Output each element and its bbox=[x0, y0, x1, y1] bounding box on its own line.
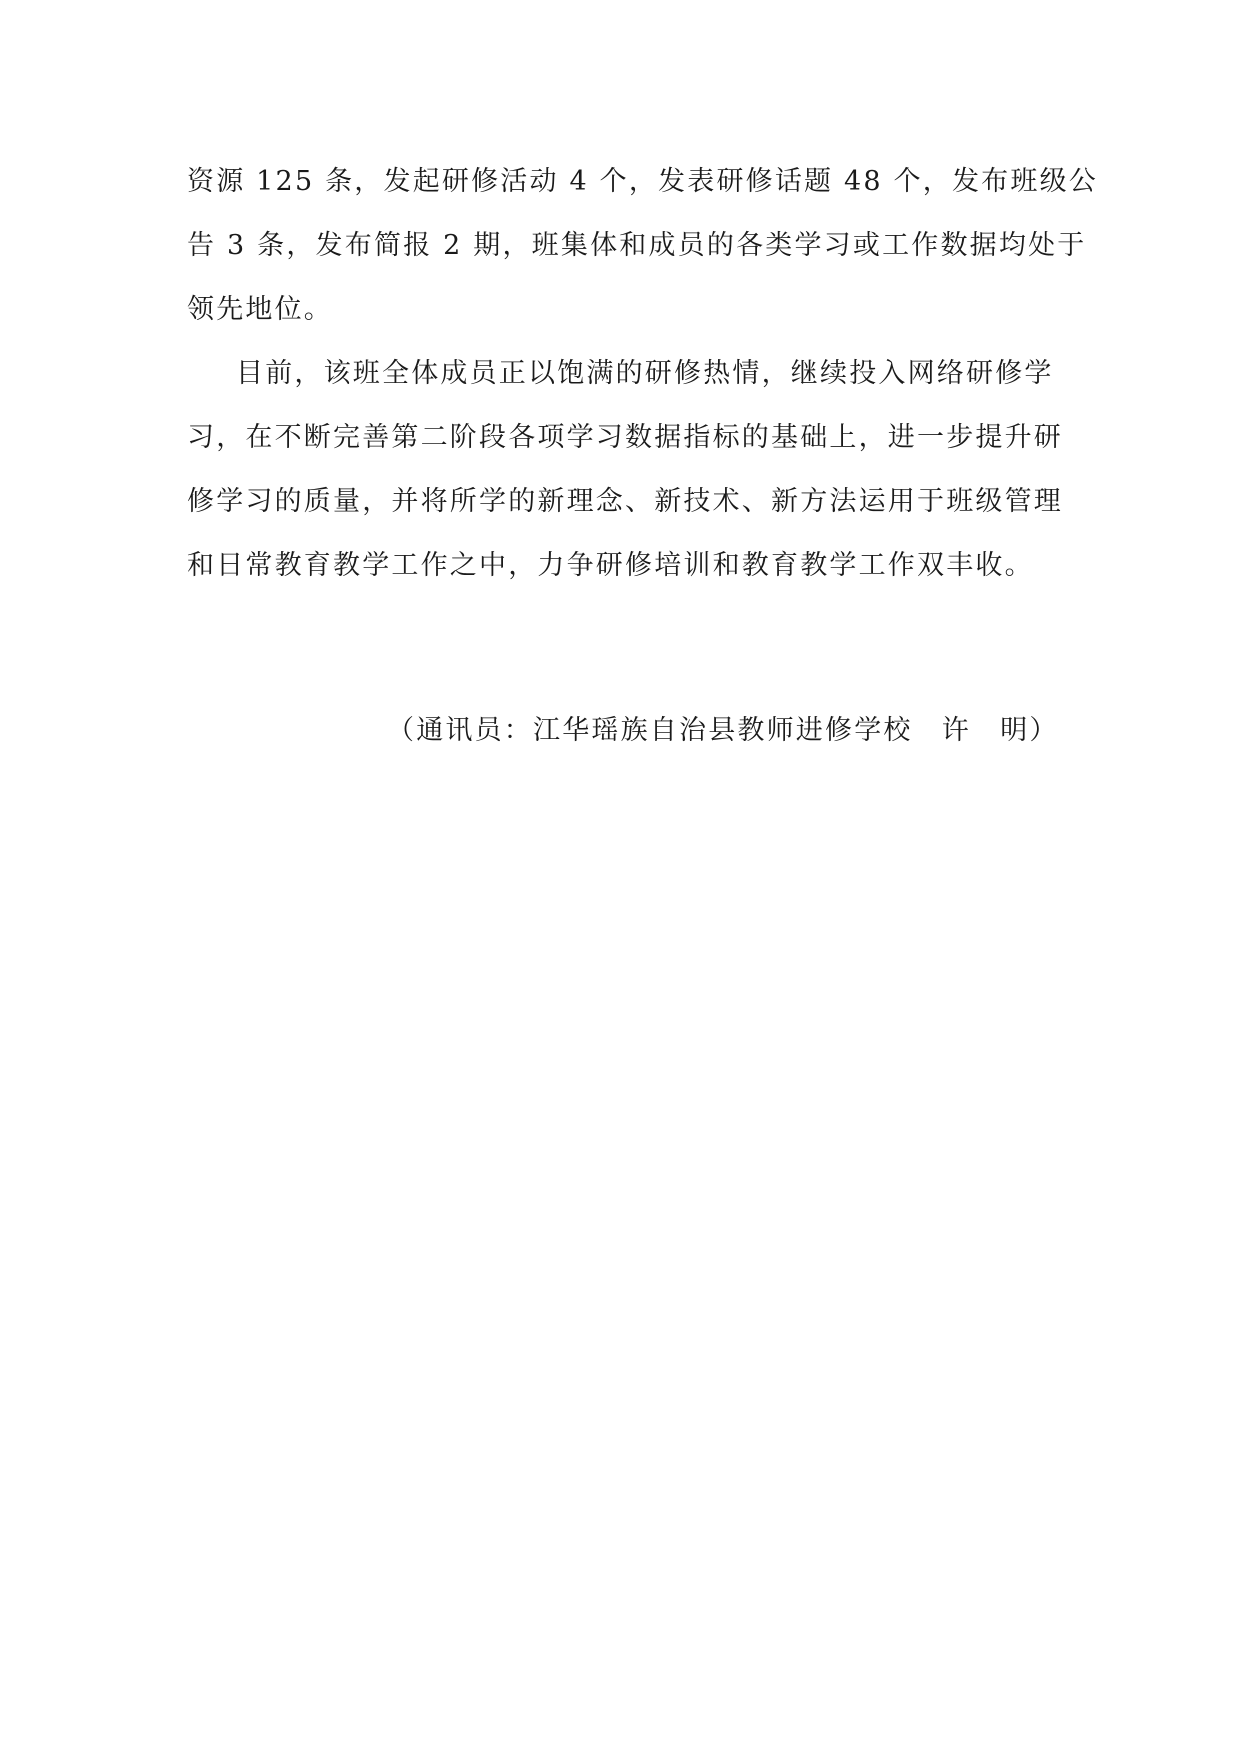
paragraph-2-line-2: 习，在不断完善第二阶段各项学习数据指标的基础上，进一步提升研 bbox=[187, 422, 1063, 453]
paragraph-1-line-2: 告 3 条，发布简报 2 期，班集体和成员的各类学习或工作数据均处于 bbox=[187, 230, 1087, 261]
paragraph-2-line-1: 目前，该班全体成员正以饱满的研修热情，继续投入网络研修学 bbox=[236, 358, 1054, 389]
paragraph-2-line-3: 修学习的质量，并将所学的新理念、新技术、新方法运用于班级管理 bbox=[187, 486, 1063, 517]
byline: （通讯员：江华瑶族自治县教师进修学校 许 明） bbox=[387, 715, 1059, 746]
paragraph-2-line-4: 和日常教育教学工作之中，力争研修培训和教育教学工作双丰收。 bbox=[187, 550, 1034, 581]
paragraph-1-line-3: 领先地位。 bbox=[187, 294, 333, 325]
paragraph-1-line-1: 资源 125 条，发起研修活动 4 个，发表研修话题 48 个，发布班级公 bbox=[187, 166, 1098, 197]
